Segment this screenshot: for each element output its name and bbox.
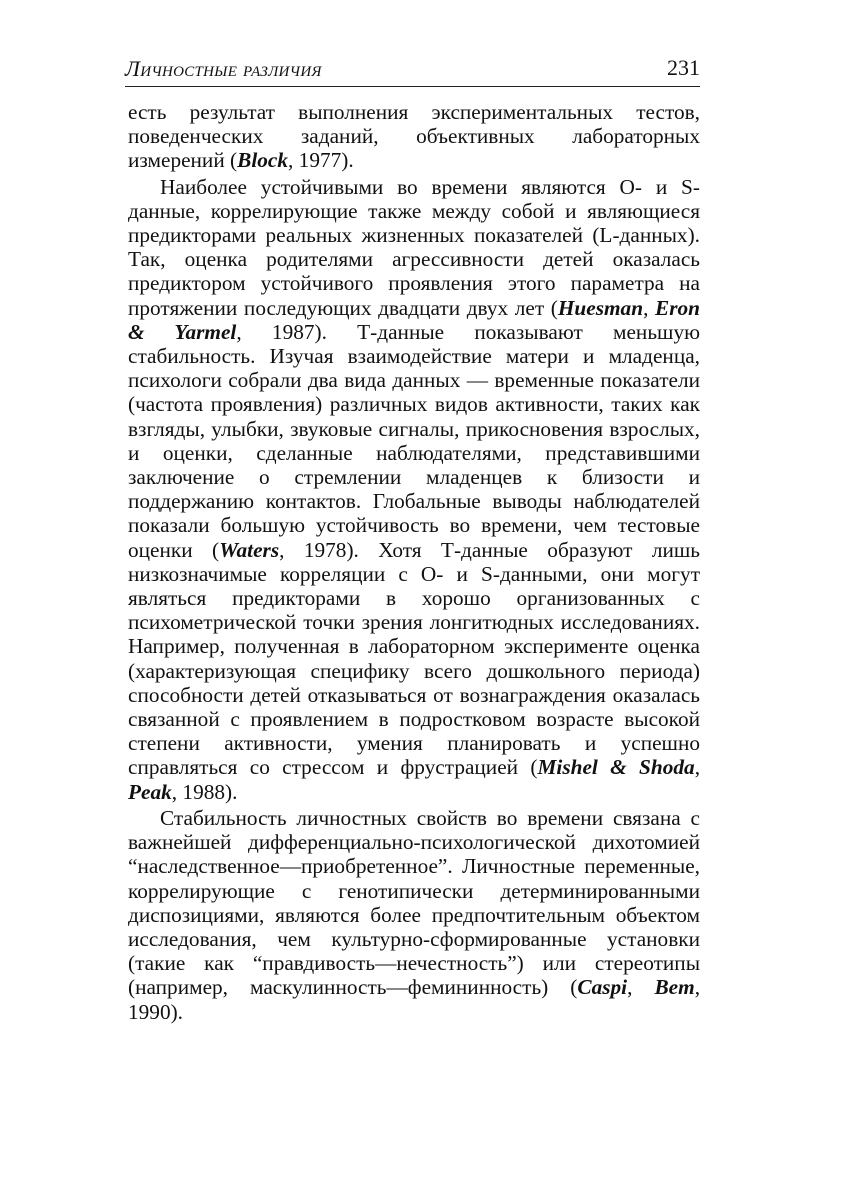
page-number: 231 [667, 55, 700, 80]
citation-author: Huesman [557, 295, 644, 320]
citation-author: Mishel & Shoda [537, 755, 695, 780]
running-header [125, 52, 700, 87]
running-title: Личностные различия [125, 56, 322, 81]
paragraph-text: , 1978). Хотя Т-данные образуют лишь низкозначимые корреляции с О- и S-данными, они могут являться предикторами в хорошо организованных с психометрической точки зрения лонгитюдных исследованиях. Например, полученная в лабораторном эксперименте оценка (характеризующая специфику всего дошкольного периода) способности детей отказываться от вознаграждения оказалась связанной с проявлением в подростковом возрасте высокой степени активности, умения планировать и успешно справляться со стрессом и фрустрацией ( [128, 537, 700, 780]
citation-author: Peak [128, 779, 172, 804]
citation-author: Bem [654, 975, 695, 1000]
paragraph-text: , 1990). [128, 975, 701, 1024]
paragraph-text: Стабильность личностных свойств во времени связана с важнейшей дифференциально-психологической дихотомией “наследственное—приобретенное”. Личностные переменные, коррелирующие с генотипически детерминированными диспозициями, являются более предпочтительным объектом исследования, чем культурно-сформированные установки (такие как “правдивость—нечестность”) или стереотипы (например, маскулинность—фемининность) ( [128, 805, 700, 1000]
paragraph [128, 100, 700, 173]
citation-author: Eron & Yarmel [128, 295, 700, 344]
paragraph-text: , [694, 755, 701, 780]
paragraph-text: Наиболее устойчивыми во времени являются О- и S-данные, коррелирующие также между собой и являющиеся предикторами реальных жизненных показателей (L-данных). Так, оценка родителями агрессивности детей оказалась предиктором устойчивого проявления этого параметра на протяжении последующих двадцати двух лет ( [128, 174, 700, 320]
citation-author: Waters [219, 537, 280, 562]
paragraph-text: есть результат выполнения экспериментальных тестов, поведенческих заданий, объективных лабораторных измерений ( [128, 100, 700, 173]
paragraph [128, 806, 700, 1024]
paragraph [128, 175, 700, 804]
citation-author: Block [237, 148, 289, 173]
citation-author: Caspi [577, 975, 628, 1000]
paragraph-text: , 1988). [171, 779, 238, 804]
body-text [128, 100, 700, 1024]
paragraph-text: , [643, 295, 655, 320]
paragraph-text: , 1987). Т-данные показывают меньшую стабильность. Изучая взаимодействие матери и младенца, психологи собрали два вида данных — временные показатели (частота проявления) различных видов активности, таких как взгляды, улыбки, звуковые сигналы, прикосновения взрослых, и оценки, сделанные наблюдателями, представившими заключение о стремлении младенцев к близости и поддержанию контактов. Глобальные выводы наблюдателей показали большую устойчивость во времени, чем тестовые оценки ( [128, 319, 701, 562]
paragraph-text: , [627, 975, 655, 1000]
paragraph-text: , 1977). [288, 148, 354, 173]
